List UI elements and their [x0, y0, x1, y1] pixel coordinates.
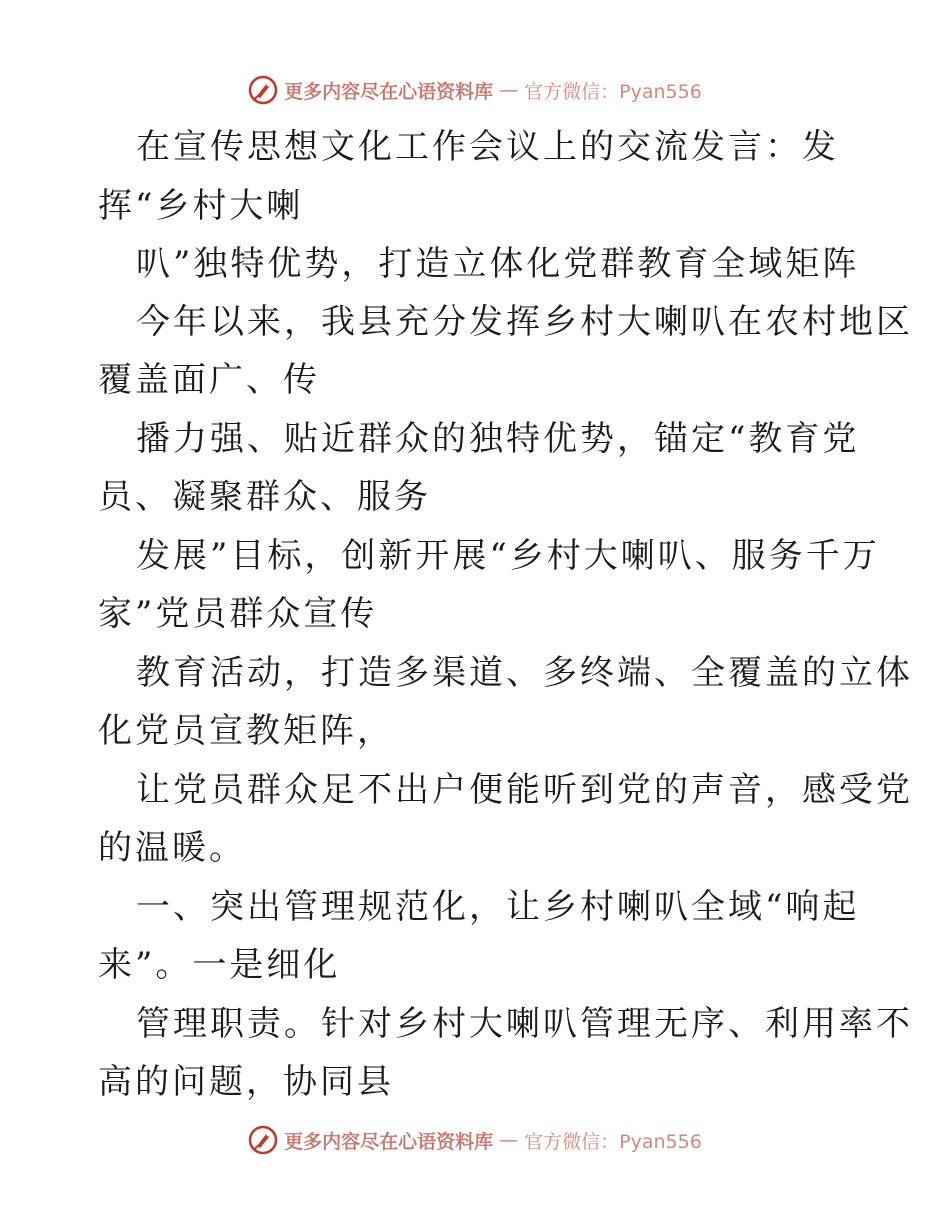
- paragraph-line: 今年以来，我县充分发挥乡村大喇叭在农村地区: [136, 302, 913, 342]
- banner-title: 更多内容尽在心语资料库: [284, 1130, 494, 1153]
- paragraph-line: 管理职责。针对乡村大喇叭管理无序、利用率不: [136, 1004, 913, 1044]
- paragraph-line: 教育活动，打造多渠道、多终端、全覆盖的立体: [136, 653, 913, 693]
- paragraph-line: 让党员群众足不出户便能听到党的声音，感受党: [136, 770, 913, 810]
- pen-nib-icon: [248, 75, 278, 105]
- paragraph-line: 播力强、贴近群众的独特优势，锚定“教育党: [136, 419, 860, 459]
- paragraph-line: 员、凝聚群众、服务: [98, 477, 431, 517]
- paragraph-line: 发展”目标，创新开展“乡村大喇叭、服务千万: [136, 536, 880, 576]
- banner-wechat: 官方微信：Pyan556: [524, 80, 702, 103]
- paragraph-line: 覆盖面广、传: [98, 360, 320, 400]
- paragraph-line: 化党员宣教矩阵，: [98, 711, 394, 751]
- banner-wechat: 官方微信：Pyan556: [524, 1130, 702, 1153]
- header-banner: [0, 72, 950, 108]
- banner-separator: —: [499, 79, 519, 101]
- banner-separator: —: [499, 1129, 519, 1151]
- paragraph-line: 的温暖。: [98, 828, 246, 868]
- banner-title: 更多内容尽在心语资料库: [284, 80, 494, 103]
- title-line-2: 挥“乡村大喇: [98, 186, 304, 226]
- title-line-1: 在宣传思想文化工作会议上的交流发言：发: [136, 127, 839, 167]
- paragraph-line: 来”。一是细化: [98, 945, 341, 985]
- section-heading-line: 一、突出管理规范化，让乡村喇叭全域“响起: [136, 887, 860, 927]
- paragraph-line: 高的问题，协同县: [98, 1062, 394, 1102]
- paragraph-line: 家”党员群众宣传: [98, 594, 378, 634]
- pen-nib-icon: [248, 1125, 278, 1155]
- footer-banner: [0, 1122, 950, 1158]
- title-line-3: 叭”独特优势，打造立体化党群教育全域矩阵: [136, 244, 860, 284]
